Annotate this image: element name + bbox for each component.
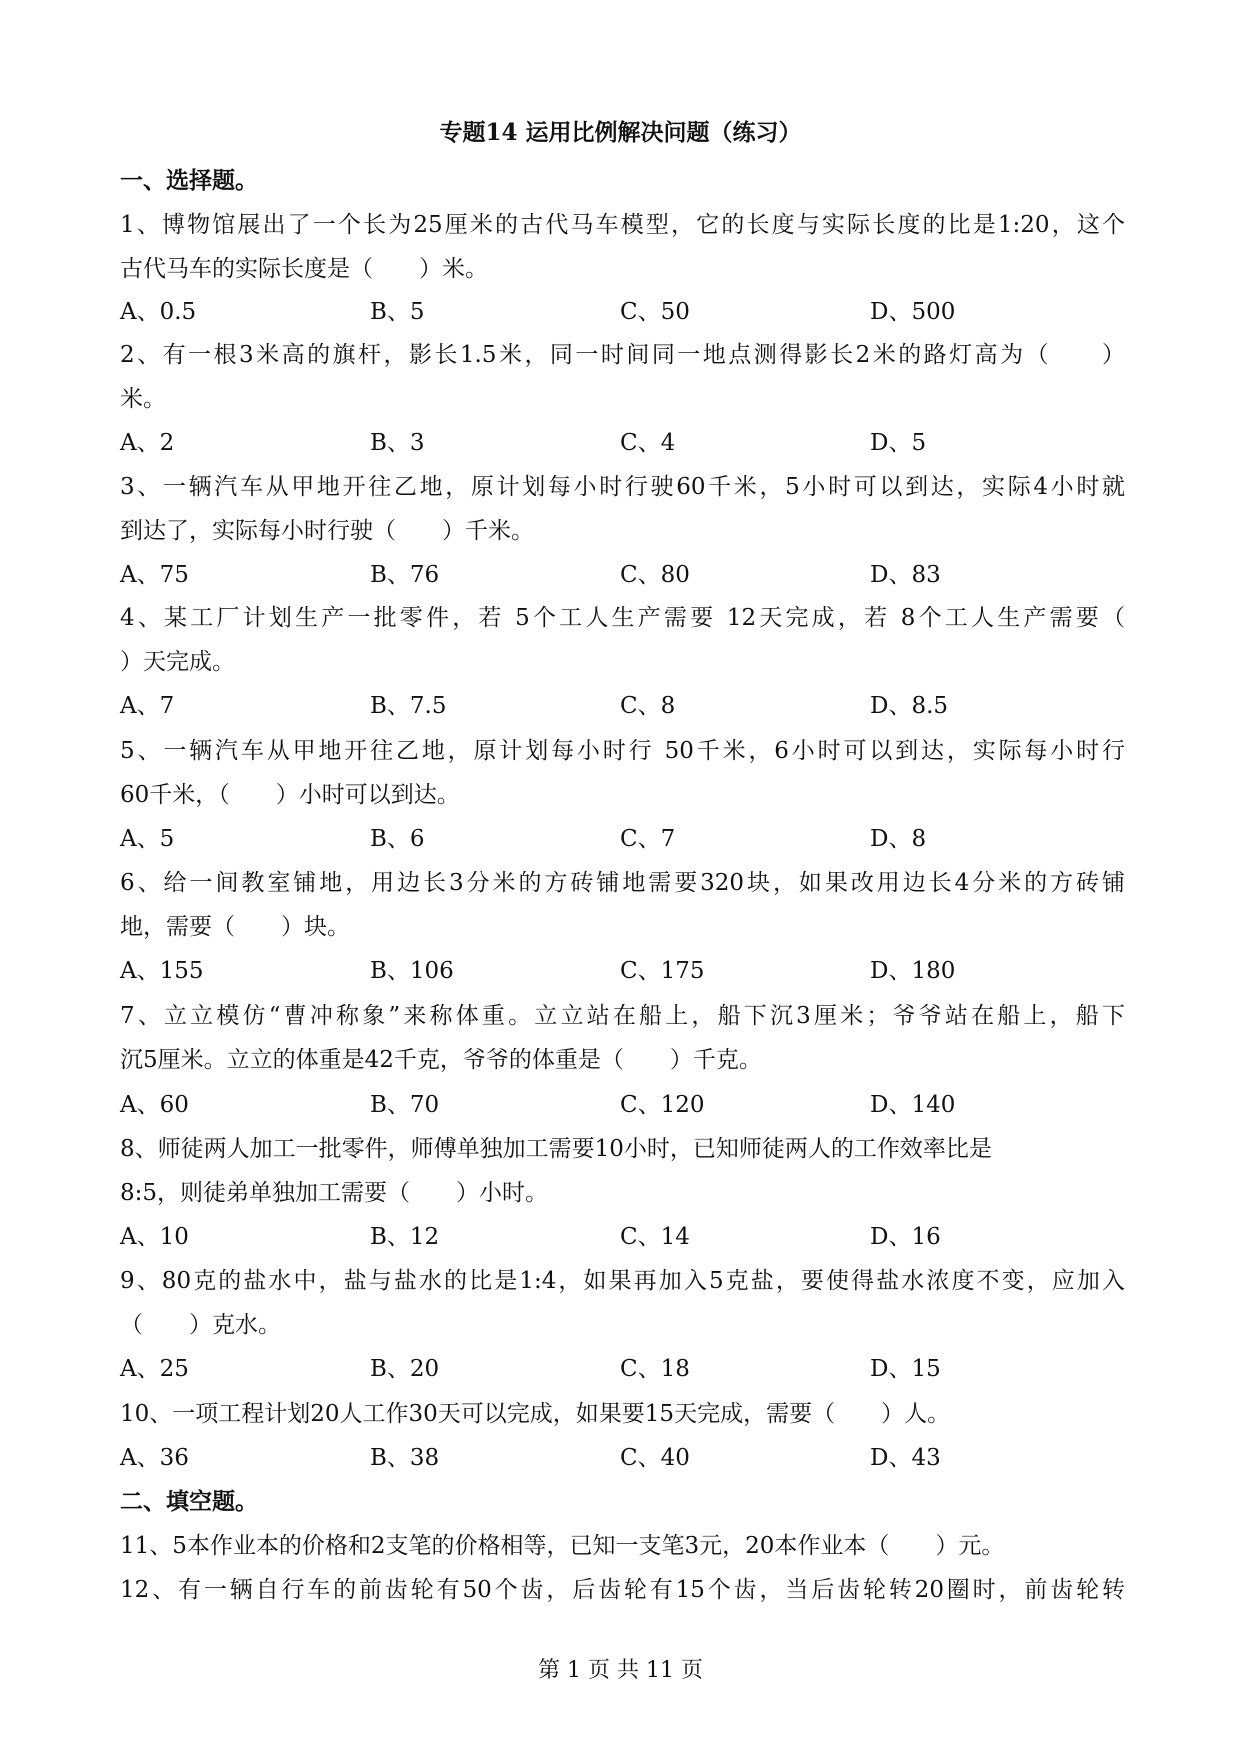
option-b: B、5 xyxy=(370,299,425,325)
option-a: A、0.5 xyxy=(120,299,197,325)
option-c: C、175 xyxy=(620,958,705,984)
option-b: B、70 xyxy=(370,1092,440,1118)
option-c: C、7 xyxy=(620,826,676,852)
question-4-options xyxy=(120,691,1125,721)
question-10-options xyxy=(120,1443,1125,1473)
option-b: B、76 xyxy=(370,562,440,588)
option-c: C、80 xyxy=(620,562,690,588)
question-1-line-2: 古代马车的实际长度是（ ）米。 xyxy=(120,256,488,282)
question-9-line-2: （ ）克水。 xyxy=(120,1312,281,1338)
question-1-options xyxy=(120,297,1125,327)
option-d: D、16 xyxy=(870,1224,941,1250)
question-7-line-2: 沉5厘米。立立的体重是42千克，爷爷的体重是（ ）千克。 xyxy=(120,1047,762,1073)
option-b: B、38 xyxy=(370,1445,440,1471)
question-7-options xyxy=(120,1090,1125,1120)
question-3-line-2: 到达了，实际每小时行驶（ ）千米。 xyxy=(120,518,534,544)
question-1-line-1: 1、博物馆展出了一个长为25厘米的古代马车模型，它的长度与实际长度的比是1:20，这个 xyxy=(120,212,1125,238)
option-c: C、8 xyxy=(620,693,676,719)
question-5-line-1: 5、一辆汽车从甲地开往乙地，原计划每小时行 50千米，6小时可以到达，实际每小时行 xyxy=(120,738,1125,764)
option-a: A、2 xyxy=(120,430,175,456)
question-9-line-1: 9、80克的盐水中，盐与盐水的比是1:4，如果再加入5克盐，要使得盐水浓度不变，应加入 xyxy=(120,1268,1125,1294)
question-10-line-1: 10、一项工程计划20人工作30天可以完成，如果要15天完成，需要（ ）人。 xyxy=(120,1401,951,1427)
option-a: A、60 xyxy=(120,1092,189,1118)
option-d: D、180 xyxy=(870,958,956,984)
question-6-options xyxy=(120,956,1125,986)
option-d: D、15 xyxy=(870,1356,941,1382)
option-d: D、500 xyxy=(870,299,956,325)
question-8-line-2: 8:5，则徒弟单独加工需要（ ）小时。 xyxy=(120,1180,549,1206)
section-heading-choice: 一、选择题。 xyxy=(120,167,258,194)
option-b: B、3 xyxy=(370,430,425,456)
option-c: C、14 xyxy=(620,1224,690,1250)
option-c: C、40 xyxy=(620,1445,690,1471)
option-a: A、10 xyxy=(120,1224,189,1250)
question-2-line-1: 2、有一根3米高的旗杆，影长1.5米，同一时间同一地点测得影长2米的路灯高为（ ） xyxy=(120,342,1125,368)
option-a: A、25 xyxy=(120,1356,189,1382)
option-a: A、75 xyxy=(120,562,189,588)
option-d: D、8.5 xyxy=(870,693,949,719)
option-a: A、7 xyxy=(120,693,175,719)
question-7-line-1: 7、立立模仿“曹冲称象”来称体重。立立站在船上，船下沉3厘米；爷爷站在船上，船下 xyxy=(120,1003,1125,1029)
question-8-line-1: 8、师徒两人加工一批零件，师傅单独加工需要10小时，已知师徒两人的工作效率比是 xyxy=(120,1136,992,1162)
question-8-options xyxy=(120,1222,1125,1252)
question-5-line-2: 60千米，（ ）小时可以到达。 xyxy=(120,782,460,808)
option-b: B、106 xyxy=(370,958,454,984)
option-d: D、8 xyxy=(870,826,927,852)
option-d: D、5 xyxy=(870,430,927,456)
question-11-line-1: 11、5本作业本的价格和2支笔的价格相等，已知一支笔3元，20本作业本（ ）元。 xyxy=(120,1533,1005,1559)
option-d: D、43 xyxy=(870,1445,941,1471)
question-2-options xyxy=(120,428,1125,458)
question-2-line-2: 米。 xyxy=(120,386,166,412)
option-b: B、20 xyxy=(370,1356,440,1382)
option-c: C、4 xyxy=(620,430,676,456)
option-c: C、18 xyxy=(620,1356,690,1382)
option-a: A、5 xyxy=(120,826,175,852)
question-5-options xyxy=(120,824,1125,854)
question-4-line-1: 4、某工厂计划生产一批零件，若 5个工人生产需要 12天完成，若 8个工人生产需要（ xyxy=(120,605,1125,631)
option-b: B、6 xyxy=(370,826,425,852)
question-4-line-2: ）天完成。 xyxy=(120,649,235,675)
option-a: A、36 xyxy=(120,1445,189,1471)
option-b: B、12 xyxy=(370,1224,440,1250)
option-c: C、120 xyxy=(620,1092,705,1118)
question-3-line-1: 3、一辆汽车从甲地开往乙地，原计划每小时行驶60千米，5小时可以到达，实际4小时就 xyxy=(120,474,1125,500)
option-d: D、140 xyxy=(870,1092,956,1118)
option-d: D、83 xyxy=(870,562,941,588)
question-9-options xyxy=(120,1354,1125,1384)
page-footer: 第 1 页 共 11 页 xyxy=(538,1658,703,1683)
question-6-line-2: 地，需要（ ）块。 xyxy=(120,914,350,940)
option-a: A、155 xyxy=(120,958,204,984)
section-heading-fill: 二、填空题。 xyxy=(120,1488,258,1515)
question-3-options xyxy=(120,560,1125,590)
question-6-line-1: 6、给一间教室铺地，用边长3分米的方砖铺地需要320块，如果改用边长4分米的方砖铺 xyxy=(120,870,1125,896)
page-title: 专题14 运用比例解决问题（练习） xyxy=(439,119,802,146)
option-c: C、50 xyxy=(620,299,690,325)
question-12-line-1: 12、有一辆自行车的前齿轮有50个齿，后齿轮有15个齿，当后齿轮转20圈时，前齿轮转 xyxy=(120,1577,1125,1603)
option-b: B、7.5 xyxy=(370,693,447,719)
